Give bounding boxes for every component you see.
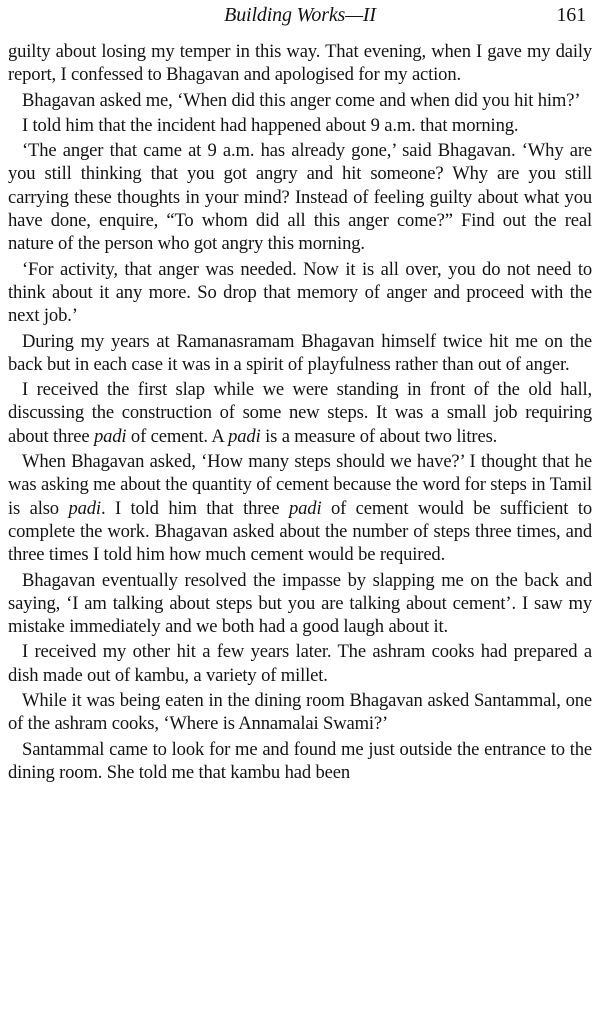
text-run: When Bhagavan asked, ‘How many steps should we have?’ I thought that he was asking me about the quantity of cement because the word for steps in Tamil is also — [8, 451, 592, 519]
page-header — [8, 4, 592, 34]
paragraph — [8, 89, 592, 112]
paragraph — [8, 569, 592, 639]
page-body — [8, 40, 592, 784]
paragraph — [8, 738, 592, 785]
paragraph — [8, 640, 592, 687]
paragraph — [8, 114, 592, 137]
text-run: ‘The anger that came at 9 a.m. has already gone,’ said Bhagavan. ‘Why are you still thinking that you got angry and hit someone? Why are you still carrying these thoughts in your mind? Instead of feeling guilty about what you have done, enquire, “To whom did all this anger come?” Find out the real nature of the person who got angry this morning. — [8, 140, 592, 255]
italic-term: padi — [93, 425, 127, 447]
paragraph — [8, 689, 592, 736]
text-run: of cement. A — [126, 425, 229, 447]
text-run: Santammal came to look for me and found me just outside the entrance to the dining room. She told me that kambu had been — [8, 738, 592, 783]
text-run: ‘For activity, that anger was needed. Now it is all over, you do not need to think about it any more. So drop that memory of anger and proceed with the next job.’ — [8, 258, 592, 327]
text-run: of cement would be sufficient to complete the work. Bhagavan asked about the number of steps three times, and three times I told him how much cement would be required. — [8, 497, 592, 566]
text-run: Bhagavan eventually resolved the impasse by slapping me on the back and saying, ‘I am talking about steps but you are talking about cement’. I saw my mistake immediately and we both had a good laugh about it. — [8, 569, 592, 638]
text-run: I received the first slap while we were standing in front of the old hall, discussing the construction of some new steps. It was a small job requiring about three — [8, 379, 592, 447]
italic-term: padi — [289, 497, 322, 519]
paragraph — [8, 378, 592, 448]
running-head: Building Works—II — [224, 4, 376, 26]
paragraph — [8, 139, 592, 255]
paragraph — [8, 40, 592, 87]
paragraph — [8, 330, 592, 377]
page-number: 161 — [556, 4, 586, 26]
paragraph — [8, 450, 592, 566]
text-run: is a measure of about two litres. — [260, 425, 498, 447]
text-run: I told him that the incident had happened about 9 a.m. that morning. — [22, 114, 519, 136]
text-run: Bhagavan asked me, ‘When did this anger come and when did you hit him?’ — [22, 89, 581, 111]
text-run: guilty about losing my temper in this way. That evening, when I gave my daily report, I confessed to Bhagavan and apologised for my action. — [8, 41, 592, 86]
text-run: During my years at Ramanasramam Bhagavan himself twice hit me on the back but in each case it was in a spirit of playfulness rather than out of anger. — [8, 330, 592, 375]
text-run: . I told him that three — [100, 497, 289, 519]
italic-term: padi — [68, 497, 101, 519]
paragraph — [8, 258, 592, 328]
text-run: I received my other hit a few years later. The ashram cooks had prepared a dish made out of kambu, a variety of millet. — [8, 641, 592, 686]
text-run: While it was being eaten in the dining room Bhagavan asked Santammal, one of the ashram cooks, ‘Where is Annamalai Swami?’ — [8, 690, 592, 735]
italic-term: padi — [228, 425, 261, 447]
